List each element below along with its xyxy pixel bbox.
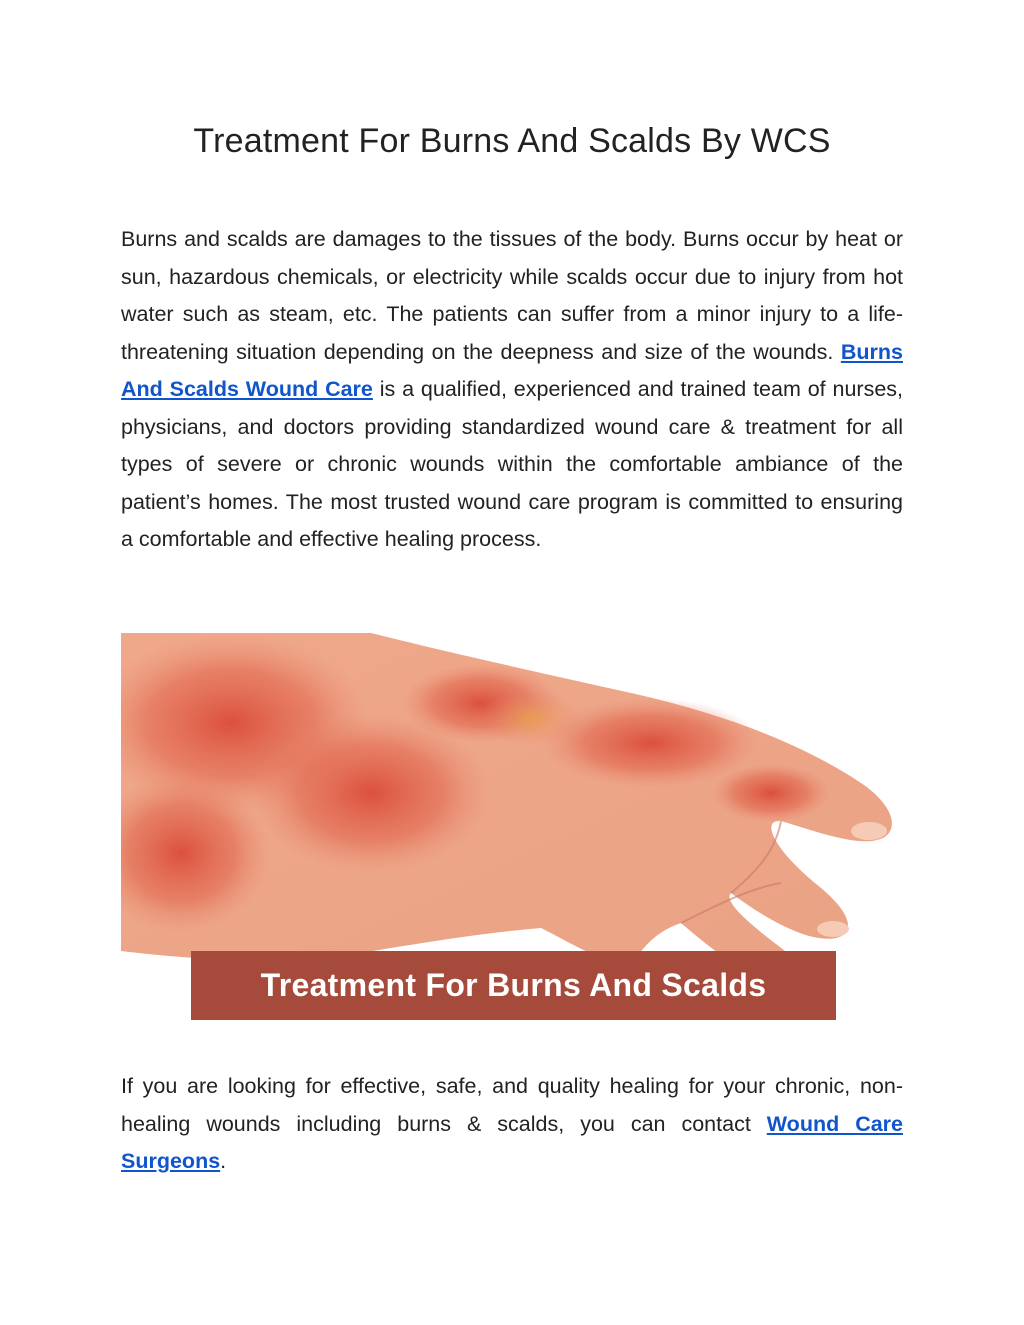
burns-scalds-wound-care-link[interactable]: Burns And Scalds Wound Care (121, 339, 903, 401)
image-caption-banner (191, 951, 836, 1020)
intro-text-end: is a qualified, experienced and trained team of nurses, physicians, and doctors providing standardized wound care & treatment for all types of severe or chronic wounds within the comfortable ambiance of the patient’s homes. The most trusted wound care program is committed to ensuring a comfortable and effective healing process. (121, 377, 903, 551)
closing-text-end: . (220, 1149, 227, 1173)
wound-care-surgeons-link[interactable]: Wound Care Surgeons (121, 1111, 904, 1173)
intro-paragraph (121, 221, 903, 559)
closing-text-start: If you are looking for effective, safe, and quality healing for your chronic, non-healing wounds including burns & scalds, you can contact (121, 1074, 903, 1136)
banner-title: Treatment For Burns And Scalds (260, 967, 767, 1003)
intro-text-start: Burns and scalds are damages to the tissues of the body. Burns occur by heat or sun, hazardous chemicals, or electricity while scalds occur due to injury from hot water such as steam, etc. The patients can suffer from a minor injury to a life-threatening situation depending on the deepness and size of the wounds. (121, 227, 903, 364)
closing-paragraph (121, 1068, 903, 1181)
page-title: Treatment For Burns And Scalds By WCS (193, 122, 831, 160)
